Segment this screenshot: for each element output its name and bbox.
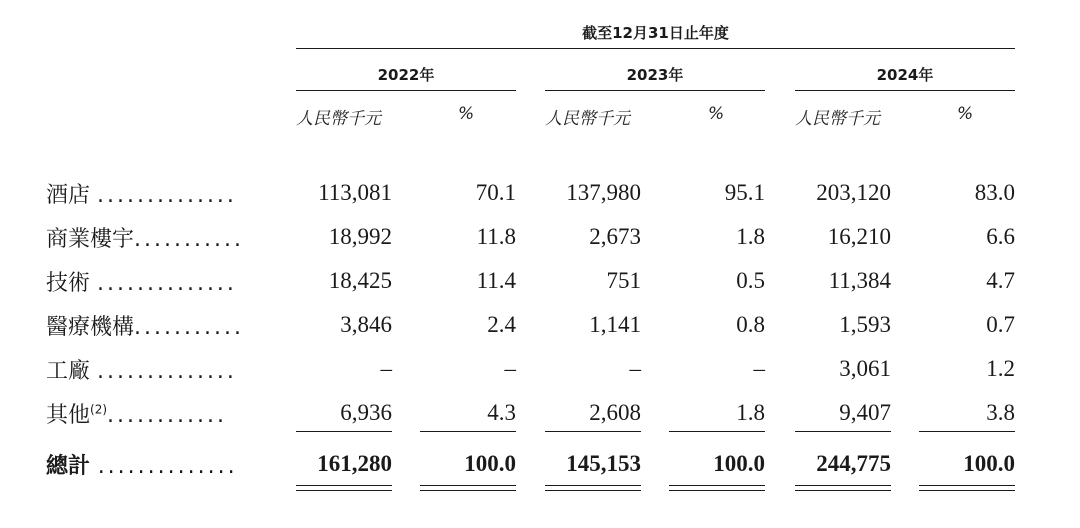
total-2023-amount: 145,153 bbox=[566, 451, 641, 476]
value-2024-amount: 203,120 bbox=[816, 180, 891, 205]
row-label bbox=[46, 354, 237, 385]
value-2022-pct: 11.8 bbox=[476, 224, 516, 249]
leader-dots: .............. bbox=[97, 454, 238, 479]
value-2023-pct: 1.8 bbox=[736, 224, 765, 249]
subtotal-rule bbox=[545, 431, 641, 432]
leader-dots: ............ bbox=[107, 403, 227, 428]
value-2023-amount: 751 bbox=[606, 268, 641, 293]
value-2023-amount: 137,980 bbox=[566, 180, 641, 205]
value-2024-amount: 9,407 bbox=[839, 400, 891, 425]
year-2022-rule bbox=[296, 90, 516, 91]
leader-dots: ........... bbox=[134, 315, 244, 340]
value-2024-pct: 83.0 bbox=[974, 180, 1015, 205]
row-label bbox=[46, 310, 244, 341]
amount-unit-2022: 人民幣千元 bbox=[296, 109, 381, 129]
year-2024-header: 2024年 bbox=[876, 66, 934, 84]
value-2024-pct: 6.6 bbox=[986, 224, 1015, 249]
subtotal-rule bbox=[420, 431, 516, 432]
year-2023-rule bbox=[545, 90, 765, 91]
total-double-rule bbox=[420, 490, 516, 491]
year-2024-rule bbox=[795, 90, 1015, 91]
value-2023-pct: 95.1 bbox=[724, 180, 765, 205]
value-2024-pct: 0.7 bbox=[986, 312, 1015, 337]
total-2022-amount: 161,280 bbox=[317, 451, 392, 476]
value-2022-amount: 113,081 bbox=[318, 180, 392, 205]
value-2023-amount: 1,141 bbox=[589, 312, 641, 337]
value-2023-pct: – bbox=[753, 356, 765, 381]
total-label-text: 總計 bbox=[46, 454, 91, 479]
value-2022-pct: 70.1 bbox=[475, 180, 516, 205]
value-2023-pct: 0.5 bbox=[736, 268, 765, 293]
total-2024-pct: 100.0 bbox=[963, 451, 1015, 476]
value-2023-pct: 1.8 bbox=[736, 400, 765, 425]
amount-unit-2024: 人民幣千元 bbox=[795, 109, 880, 129]
row-note: (2) bbox=[90, 402, 108, 417]
leader-dots: .............. bbox=[97, 359, 237, 384]
value-2024-pct: 4.7 bbox=[986, 268, 1015, 293]
total-double-rule bbox=[296, 490, 392, 491]
pct-unit-2024: % bbox=[957, 104, 974, 124]
total-double-rule bbox=[669, 490, 765, 491]
period-header: 截至12月31日止年度 bbox=[582, 24, 729, 42]
total-double-rule bbox=[545, 485, 641, 486]
value-2022-amount: 18,425 bbox=[328, 268, 392, 293]
total-double-rule bbox=[420, 485, 516, 486]
value-2024-amount: 11,384 bbox=[828, 268, 891, 293]
amount-unit-2023: 人民幣千元 bbox=[545, 109, 630, 129]
total-double-rule bbox=[919, 485, 1015, 486]
value-2024-amount: 3,061 bbox=[839, 356, 891, 381]
value-2023-pct: 0.8 bbox=[736, 312, 765, 337]
value-2022-pct: 4.3 bbox=[487, 400, 516, 425]
value-2022-pct: – bbox=[504, 356, 516, 381]
value-2022-amount: 6,936 bbox=[340, 400, 392, 425]
row-label-text: 酒店 bbox=[46, 183, 91, 208]
value-2024-pct: 3.8 bbox=[986, 400, 1015, 425]
row-label bbox=[46, 266, 237, 297]
leader-dots: ........... bbox=[134, 227, 244, 252]
row-label-text: 工廠 bbox=[46, 359, 91, 384]
row-label-text: 其他 bbox=[46, 403, 91, 428]
pct-unit-2022: % bbox=[458, 104, 475, 124]
total-2022-pct: 100.0 bbox=[464, 451, 516, 476]
row-label-text: 商業樓宇 bbox=[46, 227, 135, 252]
row-label bbox=[46, 222, 244, 253]
total-double-rule bbox=[296, 485, 392, 486]
total-label bbox=[46, 449, 238, 480]
year-2022-header: 2022年 bbox=[377, 66, 435, 84]
subtotal-rule bbox=[919, 431, 1015, 432]
total-double-rule bbox=[795, 490, 891, 491]
value-2023-amount: – bbox=[629, 356, 641, 381]
subtotal-rule bbox=[795, 431, 891, 432]
value-2024-pct: 1.2 bbox=[986, 356, 1015, 381]
period-rule bbox=[296, 48, 1015, 49]
subtotal-rule bbox=[669, 431, 765, 432]
leader-dots: .............. bbox=[97, 183, 237, 208]
total-double-rule bbox=[795, 485, 891, 486]
value-2022-amount: 18,992 bbox=[328, 224, 392, 249]
value-2023-amount: 2,673 bbox=[589, 224, 641, 249]
value-2022-amount: – bbox=[380, 356, 392, 381]
row-label bbox=[46, 178, 237, 209]
value-2024-amount: 16,210 bbox=[827, 224, 891, 249]
value-2022-pct: 11.4 bbox=[476, 268, 516, 293]
row-label bbox=[46, 398, 227, 429]
year-2023-header: 2023年 bbox=[626, 66, 684, 84]
pct-unit-2023: % bbox=[708, 104, 725, 124]
total-double-rule bbox=[545, 490, 641, 491]
leader-dots: .............. bbox=[97, 271, 237, 296]
total-double-rule bbox=[919, 490, 1015, 491]
total-2023-pct: 100.0 bbox=[713, 451, 765, 476]
subtotal-rule bbox=[296, 431, 392, 432]
value-2023-amount: 2,608 bbox=[589, 400, 641, 425]
row-label-text: 醫療機構 bbox=[46, 315, 135, 340]
value-2022-pct: 2.4 bbox=[487, 312, 516, 337]
total-2024-amount: 244,775 bbox=[816, 451, 891, 476]
value-2024-amount: 1,593 bbox=[839, 312, 891, 337]
row-label-text: 技術 bbox=[46, 271, 91, 296]
total-double-rule bbox=[669, 485, 765, 486]
value-2022-amount: 3,846 bbox=[340, 312, 392, 337]
